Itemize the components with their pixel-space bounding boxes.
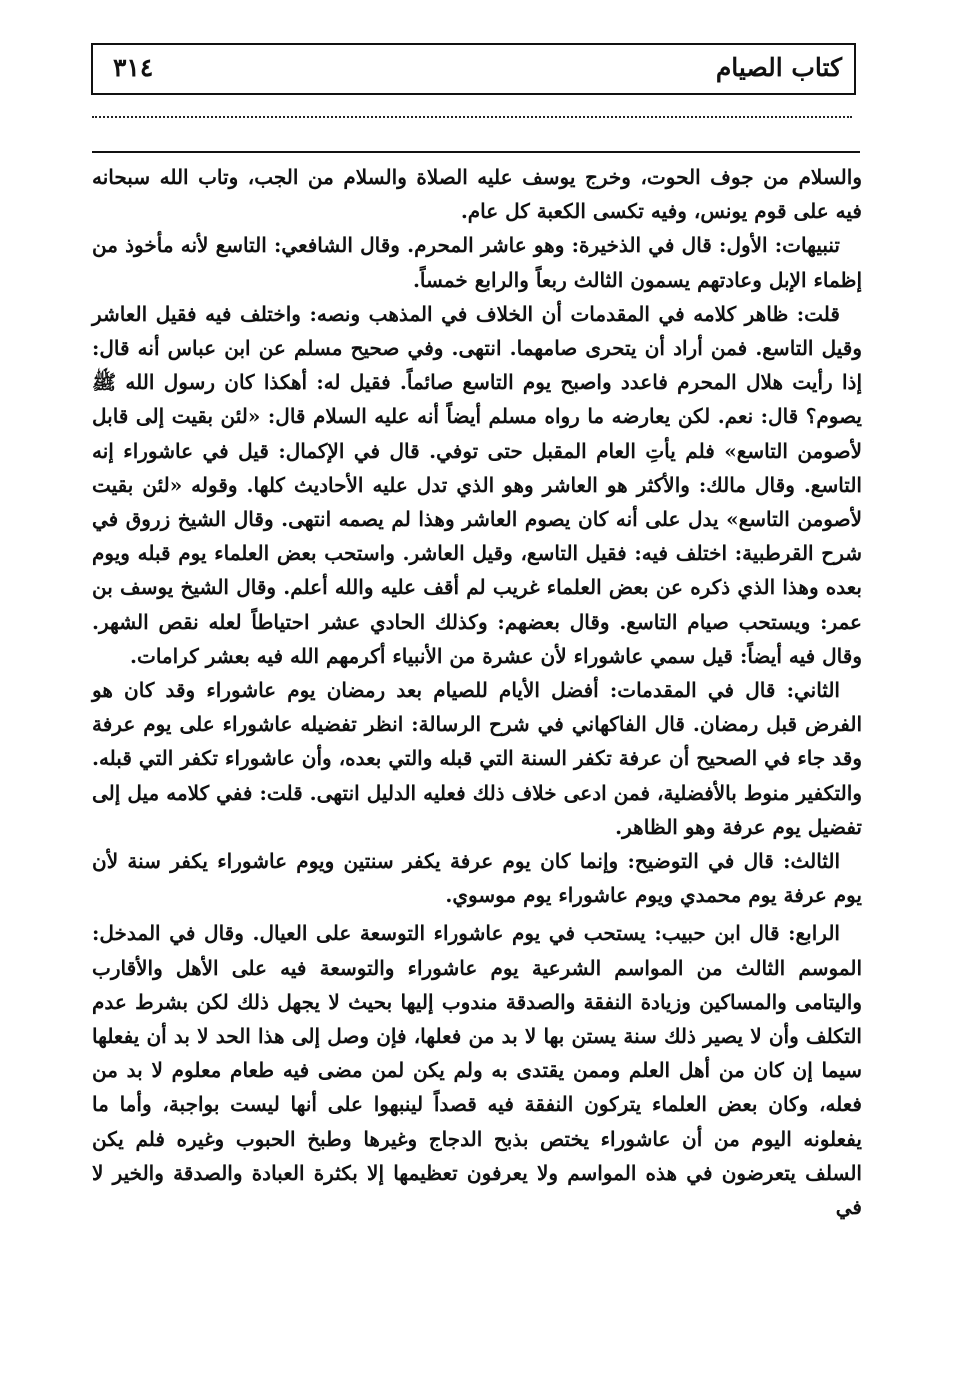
paragraph-continuation: والسلام من جوف الحوت، وخرج يوسف عليه الصلاة والسلام من الجب، وتاب الله سبحانه فيه على قوم يونس، وفيه تكسى الكعبة كل عام. — [92, 165, 862, 224]
dotted-separator — [92, 112, 852, 118]
horizontal-rule — [92, 151, 860, 153]
page-body — [92, 160, 862, 1224]
chapter-title: كتاب الصيام — [715, 53, 842, 82]
paragraph-qult: قلت: ظاهر كلامه في المقدمات أن الخلاف في المذهب ونصه: واختلف فيه فقيل العاشر وقيل التاسع. فمن أراد أن يتحرى صامهما. انتهى. وفي صحيح مسلم عن ابن عباس أنه قال: إذا رأيت هلال المحرم فاعدد واصبح يوم التاسع صائماً. فقيل له: أهكذا كان رسول الله ﷺ يصوم؟ قال: نعم. لكن يعارضه ما رواه مسلم أيضاً أنه عليه السلام قال: «لئن بقيت إلى قابل لأصومن التاسع» فلم يأتِ العام المقبل حتى توفي. قال في الإكمال: قيل في عاشوراء إنه التاسع. وقال مالك: والأكثر هو العاشر وهو الذي تدل عليه الأحاديث كلها. وقوله «لئن بقيت لأصومن التاسع» يدل على أنه كان يصوم العاشر وهذا لم يصمه انتهى. وقال الشيخ زروق في شرح القرطبية: اختلف فيه: فقيل التاسع، وقيل العاشر. واستحب بعض العلماء يوم قبله ويوم بعده وهذا الذي ذكره عن بعض العلماء غريب لم أقف عليه والله أعلم. وقال الشيخ يوسف بن عمر: ويستحب صيام التاسع. وقال بعضهم: وكذلك الحادي عشر احتياطاً لعله نقص الشهر. وقال فيه أيضاً: قيل سمي عاشوراء لأن عشرة من الأنبياء أكرمهم الله فيه بعشر كرامات. — [92, 301, 862, 668]
running-header — [91, 43, 856, 95]
paragraph-second: الثاني: قال في المقدمات: أفضل الأيام للصيام بعد رمضان يوم عاشوراء وقد كان هو الفرض قبل رمضان. قال الفاكهاني في شرح الرسالة: انظر تفضيله عاشوراء على يوم عرفة وقد جاء في الصحيح أن عرفة تكفر السنة التي قبله والتي بعده، وأن عاشوراء تكفر التي قبله. والتكفير منوط بالأفضلية، فمن ادعى خلاف ذلك فعليه الدليل انتهى. قلت: ففي كلامه ميل إلى تفضيل يوم عرفة وهو الظاهر. — [92, 678, 862, 839]
paragraph-notes-first: تنبيهات: الأول: قال في الذخيرة: وهو عاشر المحرم. وقال الشافعي: التاسع لأنه مأخوذ من إظماء الإبل وعادتهم يسمون الثالث ربعاً والرابع خمساً. — [92, 233, 862, 292]
page-number: ٣١٤ — [113, 53, 154, 82]
paragraph-fourth: الرابع: قال ابن حبيب: يستحب في يوم عاشوراء التوسعة على العيال. وقال في المدخل: الموسم الثالث من المواسم الشرعية يوم عاشوراء والتوسعة فيه على الأهل والأقارب واليتامى والمساكين وزيادة النفقة والصدقة مندوب إليها بحيث لا يجهل ذلك لكن بشرط عدم التكلف وأن لا يصير ذلك سنة يستن بها لا بد من فعلها، فإن وصل إلى هذا الحد لا بد أن يفعلها سيما إن كان من أهل العلم وممن يقتدى به ولم يكن لمن مضى فيه طعام معلوم لا بد من فعله، وكان بعض العلماء يتركون النفقة فيه قصداً لينبهوا على أنها ليست بواجبة، وأما ما يفعلونه اليوم من أن عاشوراء يختص بذبح الدجاج وغيرها وطبخ الحبوب وغيره فلم يكن السلف يتعرضون في هذه المواسم ولا يعرفون تعظيمها إلا بكثرة العبادة والصدقة والخير لا في — [92, 921, 862, 1220]
paragraph-third: الثالث: قال في التوضيح: وإنما كان يوم عرفة يكفر سنتين ويوم عاشوراء يكفر سنة لأن يوم عرفة يوم محمدي ويوم عاشوراء يوم موسوي. — [92, 849, 862, 908]
